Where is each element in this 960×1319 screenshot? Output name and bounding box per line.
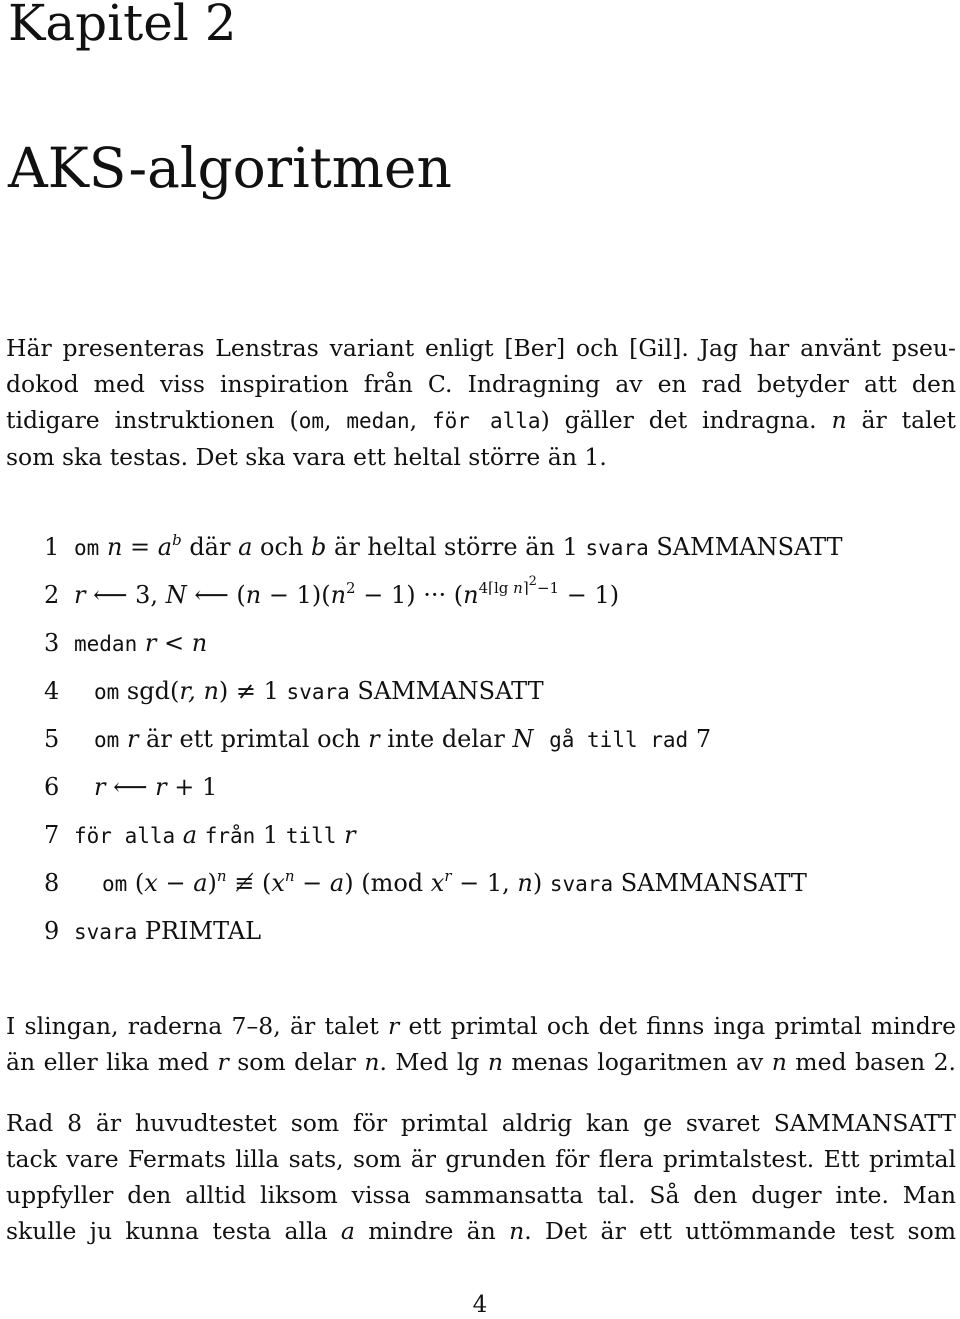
text: ) gäller det indragna. — [540, 406, 832, 434]
math-var: a — [340, 1217, 355, 1245]
math-var: r — [126, 725, 139, 753]
text: ⟵ ( — [186, 581, 246, 609]
keyword: för alla — [74, 824, 176, 848]
keyword-for-alla: för alla — [431, 409, 541, 433]
math-var: a — [182, 821, 198, 849]
math-var: r — [155, 773, 167, 801]
text: mindre än — [354, 1217, 510, 1245]
intro-line: dokod med viss inspiration från C. Indragning av en rad betyder att den — [6, 370, 956, 398]
algorithm-line-9 — [44, 916, 261, 947]
algorithm-line-8 — [44, 868, 807, 899]
text: än eller lika med — [6, 1048, 218, 1076]
math-var: r — [74, 581, 86, 609]
math-sup: n — [216, 867, 227, 885]
math-var: a — [193, 869, 208, 897]
math-var: r — [344, 821, 356, 849]
math-var: r — [388, 1012, 400, 1040]
keyword: svara — [74, 920, 138, 944]
text: SAMMANSATT — [648, 533, 843, 561]
math-var: n — [487, 1048, 503, 1076]
keyword-om: om — [298, 409, 325, 433]
keyword: från — [204, 824, 256, 848]
text: + 1 — [166, 773, 218, 801]
math-sup: n — [284, 867, 295, 885]
rad8-note-paragraph — [6, 1105, 956, 1249]
math-var: a — [329, 869, 345, 897]
algorithm-line-1 — [44, 532, 843, 563]
math-sup-text: 4⌈lg — [478, 579, 514, 597]
algorithm-line-3 — [44, 628, 207, 659]
algorithm-line-7 — [44, 820, 356, 851]
math: r, n — [179, 677, 219, 705]
paragraph-line — [6, 1213, 956, 1249]
text: är heltal större än 1 — [326, 533, 586, 561]
paragraph-line — [6, 1044, 956, 1080]
text: , — [324, 406, 347, 434]
text: menas logaritmen av — [502, 1048, 772, 1076]
keyword: om — [94, 728, 120, 752]
line-number: 3 — [44, 629, 60, 657]
paragraph-line: tack vare Fermats lilla sats, som är grunden för flera primtalstest. Ett primtal — [6, 1145, 956, 1173]
math-var: r — [368, 725, 380, 753]
text: − 1)( — [261, 581, 331, 609]
algorithm-line-6 — [44, 772, 217, 802]
math-var: b — [311, 533, 327, 561]
math-sup: b — [172, 531, 182, 549]
math-sup — [478, 574, 560, 597]
math-var: n — [463, 581, 479, 609]
keyword: om — [102, 872, 128, 896]
math-sup: r — [444, 867, 452, 885]
chapter-label: Kapitel 2 — [8, 0, 237, 52]
math: n = a — [106, 533, 173, 561]
text: 1 — [255, 821, 286, 849]
text: med basen 2. — [786, 1048, 956, 1076]
text: ⟵ — [105, 773, 156, 801]
math-var: N — [512, 725, 534, 753]
keyword: till — [285, 824, 337, 848]
paragraph-line: uppfyller den alltid liksom vissa sammansatta tal. Så den duger inte. Man — [6, 1181, 956, 1209]
algorithm-line-2 — [44, 574, 620, 610]
text: I slingan, raderna 7–8, är talet — [6, 1012, 389, 1040]
math-sup-text: −1 — [536, 579, 560, 597]
text: − 1) ··· ( — [355, 581, 464, 609]
text: ett primtal och det finns inga primtal mindre — [399, 1012, 956, 1040]
intro-line: som ska testas. Det ska vara ett heltal större än 1. — [6, 443, 607, 471]
intro-paragraph — [6, 330, 956, 475]
math-var: N — [165, 581, 187, 609]
math-var: n — [245, 581, 262, 609]
text: ) ≠ 1 — [218, 677, 287, 705]
text: som delar — [228, 1048, 365, 1076]
math-var: n — [831, 406, 847, 434]
keyword: medan — [74, 632, 138, 656]
text: ) — [532, 869, 550, 897]
algorithm-line-5 — [44, 724, 711, 755]
line-number: 7 — [44, 821, 60, 849]
line-number: 5 — [44, 725, 60, 753]
keyword: svara — [549, 872, 614, 896]
math-sup: 2 — [346, 579, 356, 597]
text: ) (mod — [344, 869, 431, 897]
line-number: 8 — [44, 869, 60, 897]
math-var: n — [330, 581, 347, 609]
text: tidigare instruktionen ( — [6, 406, 299, 434]
math-var: n — [771, 1048, 787, 1076]
text: , — [409, 406, 432, 434]
text: − — [157, 869, 194, 897]
algorithm-line-4 — [44, 676, 544, 707]
text: skulle ju kunna testa alla — [6, 1217, 341, 1245]
math-sup-var: n — [513, 579, 523, 597]
line-number: 1 — [44, 533, 60, 561]
intro-line — [6, 402, 956, 439]
text: . Med lg — [379, 1048, 488, 1076]
text: är ett primtal och — [138, 725, 369, 753]
math-var: n — [517, 869, 533, 897]
paragraph-line — [6, 1008, 956, 1044]
page-number: 4 — [472, 1292, 488, 1318]
math-sup-sup: 2 — [528, 574, 537, 589]
keyword: svara — [585, 536, 649, 560]
keyword: om — [94, 680, 120, 704]
loop-note-paragraph — [6, 1008, 956, 1080]
math-var: x — [271, 869, 285, 897]
line-number: 4 — [44, 677, 60, 705]
math-sup-text: ⌉ — [522, 579, 529, 597]
chapter-title: AKS-algoritmen — [8, 136, 452, 200]
keyword: om — [74, 536, 100, 560]
line-number: 6 — [44, 773, 60, 801]
text: . Det är ett uttömmande test som — [524, 1217, 957, 1245]
text: SAMMANSATT — [613, 869, 807, 897]
math: r < n — [144, 629, 208, 657]
text: inte delar — [379, 725, 513, 753]
math-var: x — [144, 869, 158, 897]
intro-line: Här presenteras Lenstras variant enligt [Ber] och [Gil]. Jag har använt pseu- — [6, 334, 956, 362]
text: sgd( — [119, 677, 180, 705]
math-var: r — [94, 773, 106, 801]
text: och — [252, 533, 312, 561]
text: PRIMTAL — [137, 917, 262, 945]
math-var: n — [509, 1217, 525, 1245]
line-number: 9 — [44, 917, 60, 945]
text: − 1, — [451, 869, 518, 897]
text: ( — [127, 869, 145, 897]
text: − — [294, 869, 330, 897]
keyword-medan: medan — [346, 409, 410, 433]
paragraph-line: Rad 8 är huvudtestet som för primtal aldrig kan ge svaret SAMMANSATT — [6, 1109, 956, 1137]
keyword: svara — [286, 680, 350, 704]
keyword: gå till rad — [549, 728, 689, 752]
text: där — [181, 533, 239, 561]
math-var: n — [364, 1048, 380, 1076]
math-var: x — [430, 869, 445, 897]
text: 7 — [688, 725, 712, 753]
text: ⟵ 3, — [85, 581, 166, 609]
text: är talet — [846, 406, 957, 434]
text: − 1) — [559, 581, 620, 609]
line-number: 2 — [44, 581, 60, 609]
math-var: r — [217, 1048, 229, 1076]
text: ) — [207, 869, 217, 897]
math-var: a — [238, 533, 253, 561]
text: SAMMANSATT — [349, 677, 544, 705]
text: ≢ ( — [226, 869, 272, 897]
